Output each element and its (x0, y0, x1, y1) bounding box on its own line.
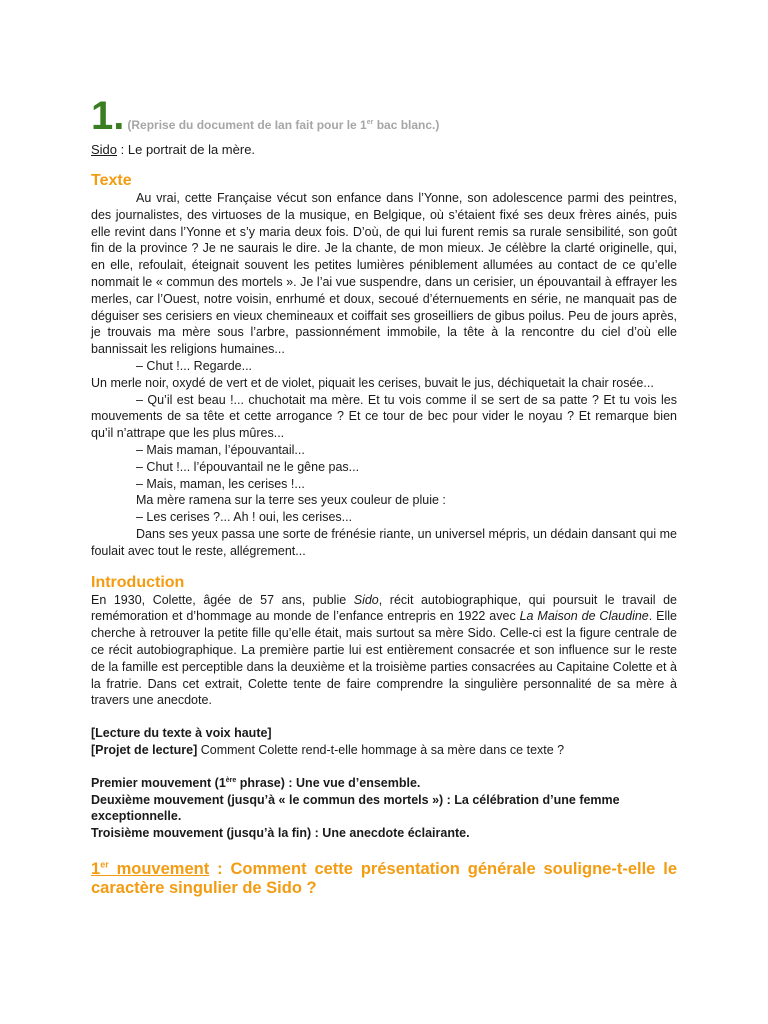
section-number-header (91, 96, 677, 138)
dialogue-line: – Mais, maman, les cerises !... (136, 476, 305, 491)
movement-2: Deuxième mouvement (jusqu’à « le commun des mortels ») : La célébration d’une femme exceptionnelle. (91, 792, 620, 824)
work-title: Sido (91, 142, 118, 157)
introduction-paragraph: En 1930, Colette, âgée de 57 ans, publie Sido, récit autobiographique, qui poursuit le travail de remémoration et d’hommage au monde de l’enfance entrepris en 1922 avec La Maison de Claudine. Elle cherche à retrouver la petite fille qu’elle était, mais surtout sa mère Sido. Celle-ci est la figure centrale de ce récit autobiographique. La première partie lui est entièrement consacrée et son influence sur le reste de la famille est perceptible dans la deuxième et la troisième parties consacrées au Capitaine Colette et à la fratrie. Dans cet extrait, Colette tente de faire comprendre la singulière personnalité de sa mère à travers une anecdote. (91, 592, 677, 708)
texte-paragraph-merle: Un merle noir, oxydé de vert et de violet, piquait les cerises, buvait le jus, déchiquetait la chair rosée... (91, 375, 654, 390)
texte-paragraph: Au vrai, cette Française vécut son enfance dans l’Yonne, son adolescence parmi des peintres, des journalistes, des virtuoses de la musique, en Belgique, où s’étaient fixé ses deux frères ainés, puis elle revint dans l’Yonne et s’y maria deux fois. D’où, de qui lui furent remis sa rurale sensibilité, son goût fin de la province ? Je ne saurais le dire. Je la chante, de mon mieux. Je célèbre la clarté originelle, qui, en elle, refoulait, éteignait souvent les petites lumières péniblement allumées au contact de ce qu’elle nommait le « commun des mortels ». Je l’ai vue suspendre, dans un cerisier, un épouvantail à effrayer les merles, car l’Ouest, notre voisin, enrhumé et doux, secoué d’éternuements en série, ne manquait pas de déguiser ses cerisiers en vieux chemineaux et coiffait ses groseilliers de gibus poilus. Peu de jours après, je trouvais ma mère sous l’arbre, passionnément immobile, la tête à la rencontre du ciel d’où elle bannissait les religions humaines... (91, 191, 677, 357)
narration-line: Ma mère ramena sur la terre ses yeux couleur de pluie : (136, 493, 446, 508)
section-1-heading: 1er mouvement : Comment cette présentation générale souligne-t-elle le caractère singulier de Sido ? (91, 859, 678, 897)
dialogue-line: – Chut !... l’épouvantail ne le gêne pas... (136, 459, 360, 474)
projet-line: [Projet de lecture] Comment Colette rend-t-elle hommage à sa mère dans ce texte ? (91, 742, 565, 757)
introduction-heading: Introduction (91, 573, 185, 591)
dialogue-line: – Chut !... Regarde... (136, 358, 253, 373)
dialogue-paragraph: – Qu’il est beau !... chuchotait ma mère. Et tu vois comme il se sert de sa patte ? Et tu vois les mouvements de sa tête et cette arrogance ? Et ce tour de bec pour vider le noyau ? Et remarque bien qu’il n’attrape que les plus mûres... (91, 392, 677, 441)
lecture-line: [Lecture du texte à voix haute] (91, 726, 272, 741)
movement-1: Premier mouvement (1ère phrase) : Une vue d’ensemble. (91, 775, 421, 790)
document-subtitle: Sido : Le portrait de la mère. (91, 142, 256, 157)
document-page (91, 96, 677, 898)
dialogue-line: – Mais maman, l’épouvantail... (136, 442, 305, 457)
section-number: 1. (91, 94, 125, 138)
movement-3: Troisième mouvement (jusqu’à la fin) : Une anecdote éclairante. (91, 826, 470, 841)
header-note: (Reprise du document de Ian fait pour le 1er bac blanc.) (127, 118, 440, 132)
closing-paragraph: Dans ses yeux passa une sorte de frénésie riante, un universel mépris, un dédain dansant qui me foulait avec tout le reste, allégrement... (91, 526, 677, 558)
texte-heading: Texte (91, 172, 132, 189)
dialogue-line: – Les cerises ?... Ah ! oui, les cerises... (136, 510, 353, 525)
